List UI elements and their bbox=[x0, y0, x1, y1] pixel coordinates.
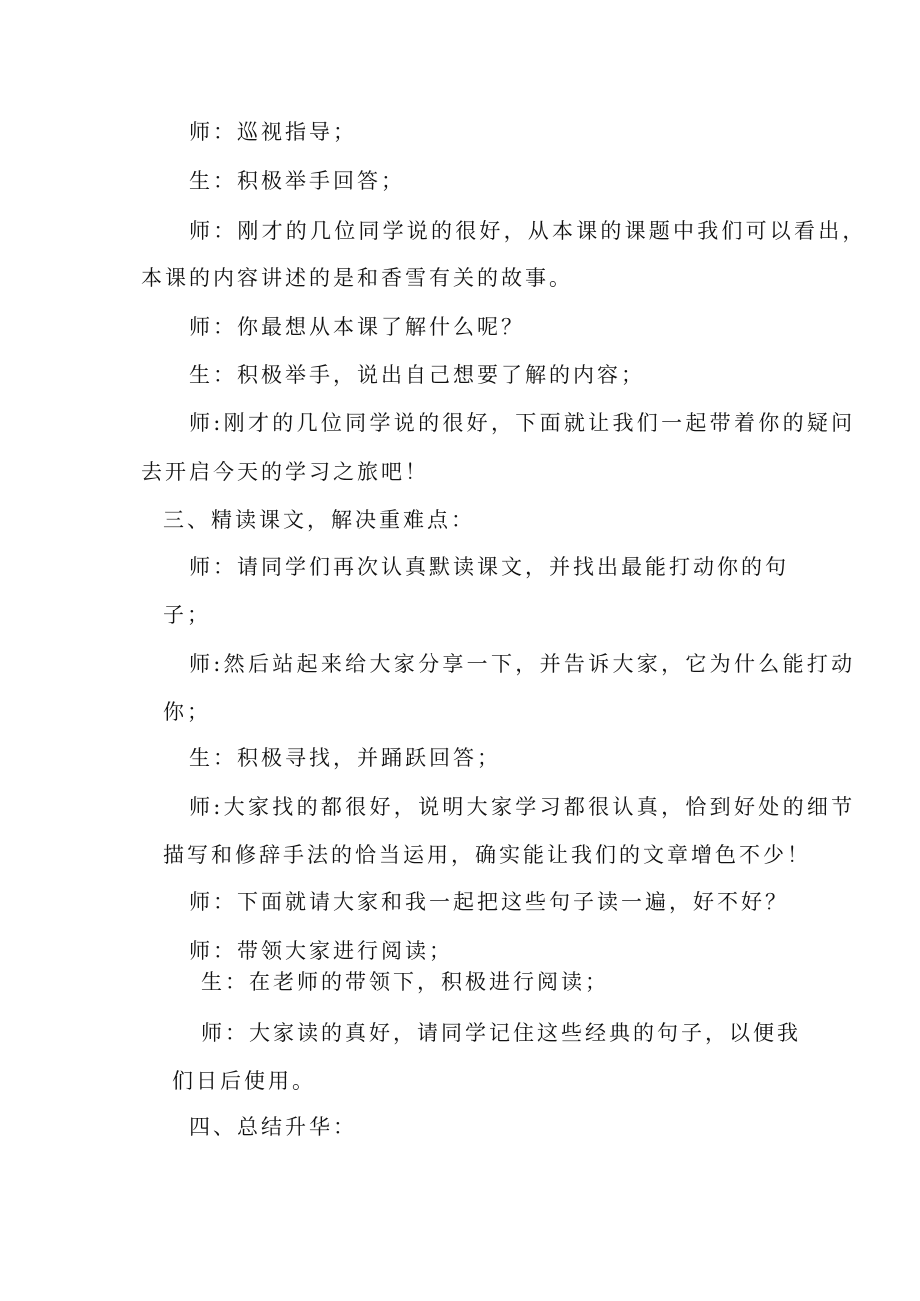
text-line: 师：大家读的真好，请同学记住这些经典的句子，以便我 bbox=[201, 1021, 801, 1045]
text-line: 本课的内容讲述的是和香雪有关的故事。 bbox=[141, 266, 573, 290]
text-line: 师：刚才的几位同学说的很好，从本课的课题中我们可以看出， bbox=[189, 219, 867, 243]
text-line: 们日后使用。 bbox=[172, 1069, 316, 1093]
text-line: 去开启今天的学习之旅吧！ bbox=[141, 460, 429, 484]
text-line: 生：在老师的带领下，积极进行阅读； bbox=[201, 970, 609, 994]
text-line: 子； bbox=[163, 603, 211, 627]
section-heading: 四、总结升华： bbox=[189, 1115, 357, 1139]
text-line: 师：请同学们再次认真默读课文，并找出最能打动你的句 bbox=[189, 555, 789, 579]
text-line: 师：巡视指导； bbox=[189, 120, 357, 144]
text-line: 师：带领大家进行阅读； bbox=[189, 939, 453, 963]
section-heading: 三、精读课文，解决重难点： bbox=[163, 508, 475, 532]
text-line: 师：你最想从本课了解什么呢？ bbox=[189, 315, 525, 339]
text-line: 生：积极举手，说出自己想要了解的内容； bbox=[189, 363, 645, 387]
text-line: 生：积极举手回答； bbox=[189, 169, 405, 193]
text-line: 你； bbox=[163, 700, 211, 724]
text-line: 生：积极寻找，并踊跃回答； bbox=[189, 746, 501, 770]
text-line: 师:刚才的几位同学说的很好，下面就让我们一起带着你的疑问 bbox=[189, 411, 856, 435]
text-line: 师:大家找的都很好，说明大家学习都很认真，恰到好处的细节 bbox=[189, 795, 856, 819]
text-line: 师：下面就请大家和我一起把这些句子读一遍，好不好？ bbox=[189, 890, 789, 914]
text-line: 师:然后站起来给大家分享一下，并告诉大家，它为什么能打动 bbox=[189, 652, 856, 676]
text-line: 描写和修辞手法的恰当运用，确实能让我们的文章增色不少！ bbox=[163, 843, 811, 867]
